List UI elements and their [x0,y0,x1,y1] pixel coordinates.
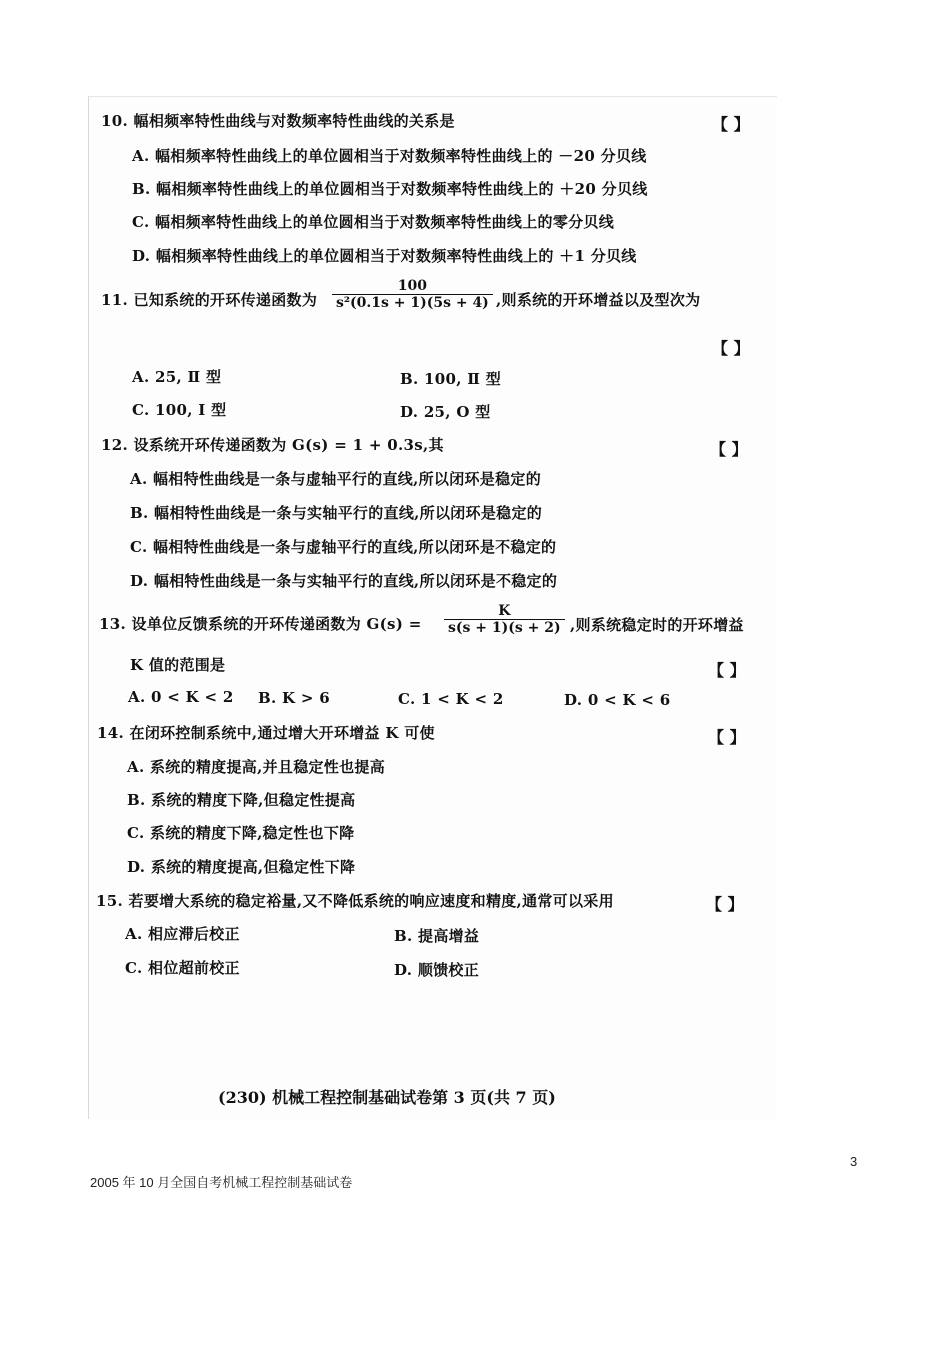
q11-stem-post: ,则系统的开环增益以及型次为 [496,291,701,309]
q11-fraction-denominator: s²(0.1s + 1)(5s + 4) [332,294,493,311]
q11-answer-bracket: 【 】 [712,339,750,358]
q11-option-b: B. 100, Ⅱ 型 [400,370,502,388]
q14-option-c: C. 系统的精度下降,稳定性也下降 [127,824,355,842]
q14-stem: 14. 在闭环控制系统中,通过增大开环增益 K 可使 [97,724,435,742]
q11-option-d: D. 25, O 型 [400,403,491,421]
exam-page-footer: (230) 机械工程控制基础试卷第 3 页(共 7 页) [218,1088,556,1107]
q12-option-a: A. 幅相特性曲线是一条与虚轴平行的直线,所以闭环是稳定的 [130,470,542,488]
q14-option-d: D. 系统的精度提高,但稳定性下降 [127,858,356,876]
q13-option-c: C. 1 < K < 2 [398,690,504,708]
q15-answer-bracket: 【 】 [706,895,744,914]
q12-option-d: D. 幅相特性曲线是一条与实轴平行的直线,所以闭环是不稳定的 [130,572,558,590]
q13-option-a: A. 0 < K < 2 [128,688,234,706]
q10-option-d: D. 幅相频率特性曲线上的单位圆相当于对数频率特性曲线上的 ＋1 分贝线 [132,247,637,265]
q11-transfer-function [332,278,493,311]
q12-stem: 12. 设系统开环传递函数为 G(s) = 1 + 0.3s,其 [101,436,444,454]
q10-option-b: B. 幅相频率特性曲线上的单位圆相当于对数频率特性曲线上的 ＋20 分贝线 [132,180,648,198]
q15-stem: 15. 若要增大系统的稳定裕量,又不降低系统的响应速度和精度,通常可以采用 [96,892,614,910]
q14-option-a: A. 系统的精度提高,并且稳定性也提高 [127,758,386,776]
q13-option-b: B. K > 6 [258,689,331,707]
q15-option-d: D. 顺馈校正 [394,961,480,979]
q13-stem-line2: K 值的范围是 [130,656,226,674]
q10-option-a: A. 幅相频率特性曲线上的单位圆相当于对数频率特性曲线上的 －20 分贝线 [132,147,647,165]
q12-answer-bracket: 【 】 [710,440,748,459]
q11-fraction-numerator: 100 [397,278,428,294]
q13-stem-pre: 13. 设单位反馈系统的开环传递函数为 G(s) = [99,615,422,633]
q11-option-c: C. 100, Ⅰ 型 [132,401,227,419]
document-title: 2005 年 10 月全国自考机械工程控制基础试卷 [90,1175,353,1190]
q13-fraction-denominator: s(s + 1)(s + 2) [444,619,565,636]
q13-fraction-numerator: K [498,603,511,619]
q15-option-b: B. 提高增益 [394,927,480,945]
q13-transfer-function [444,603,565,636]
q15-option-c: C. 相位超前校正 [125,959,240,977]
q14-answer-bracket: 【 】 [708,728,746,747]
q10-stem: 10. 幅相频率特性曲线与对数频率特性曲线的关系是 [101,112,455,130]
q15-option-a: A. 相应滞后校正 [125,925,240,943]
q12-option-b: B. 幅相特性曲线是一条与实轴平行的直线,所以闭环是稳定的 [130,504,543,522]
q13-stem-post: ,则系统稳定时的开环增益 [570,616,744,634]
q11-stem-pre: 11. 已知系统的开环传递函数为 [101,291,318,309]
page-number: 3 [850,1154,858,1169]
q12-option-c: C. 幅相特性曲线是一条与虚轴平行的直线,所以闭环是不稳定的 [130,538,557,556]
q10-option-c: C. 幅相频率特性曲线上的单位圆相当于对数频率特性曲线上的零分贝线 [132,213,615,231]
q11-option-a: A. 25, Ⅱ 型 [132,368,222,386]
q13-answer-bracket: 【 】 [708,661,746,680]
q10-answer-bracket: 【 】 [712,115,750,134]
q14-option-b: B. 系统的精度下降,但稳定性提高 [127,791,356,809]
q13-option-d: D. 0 < K < 6 [564,691,671,709]
